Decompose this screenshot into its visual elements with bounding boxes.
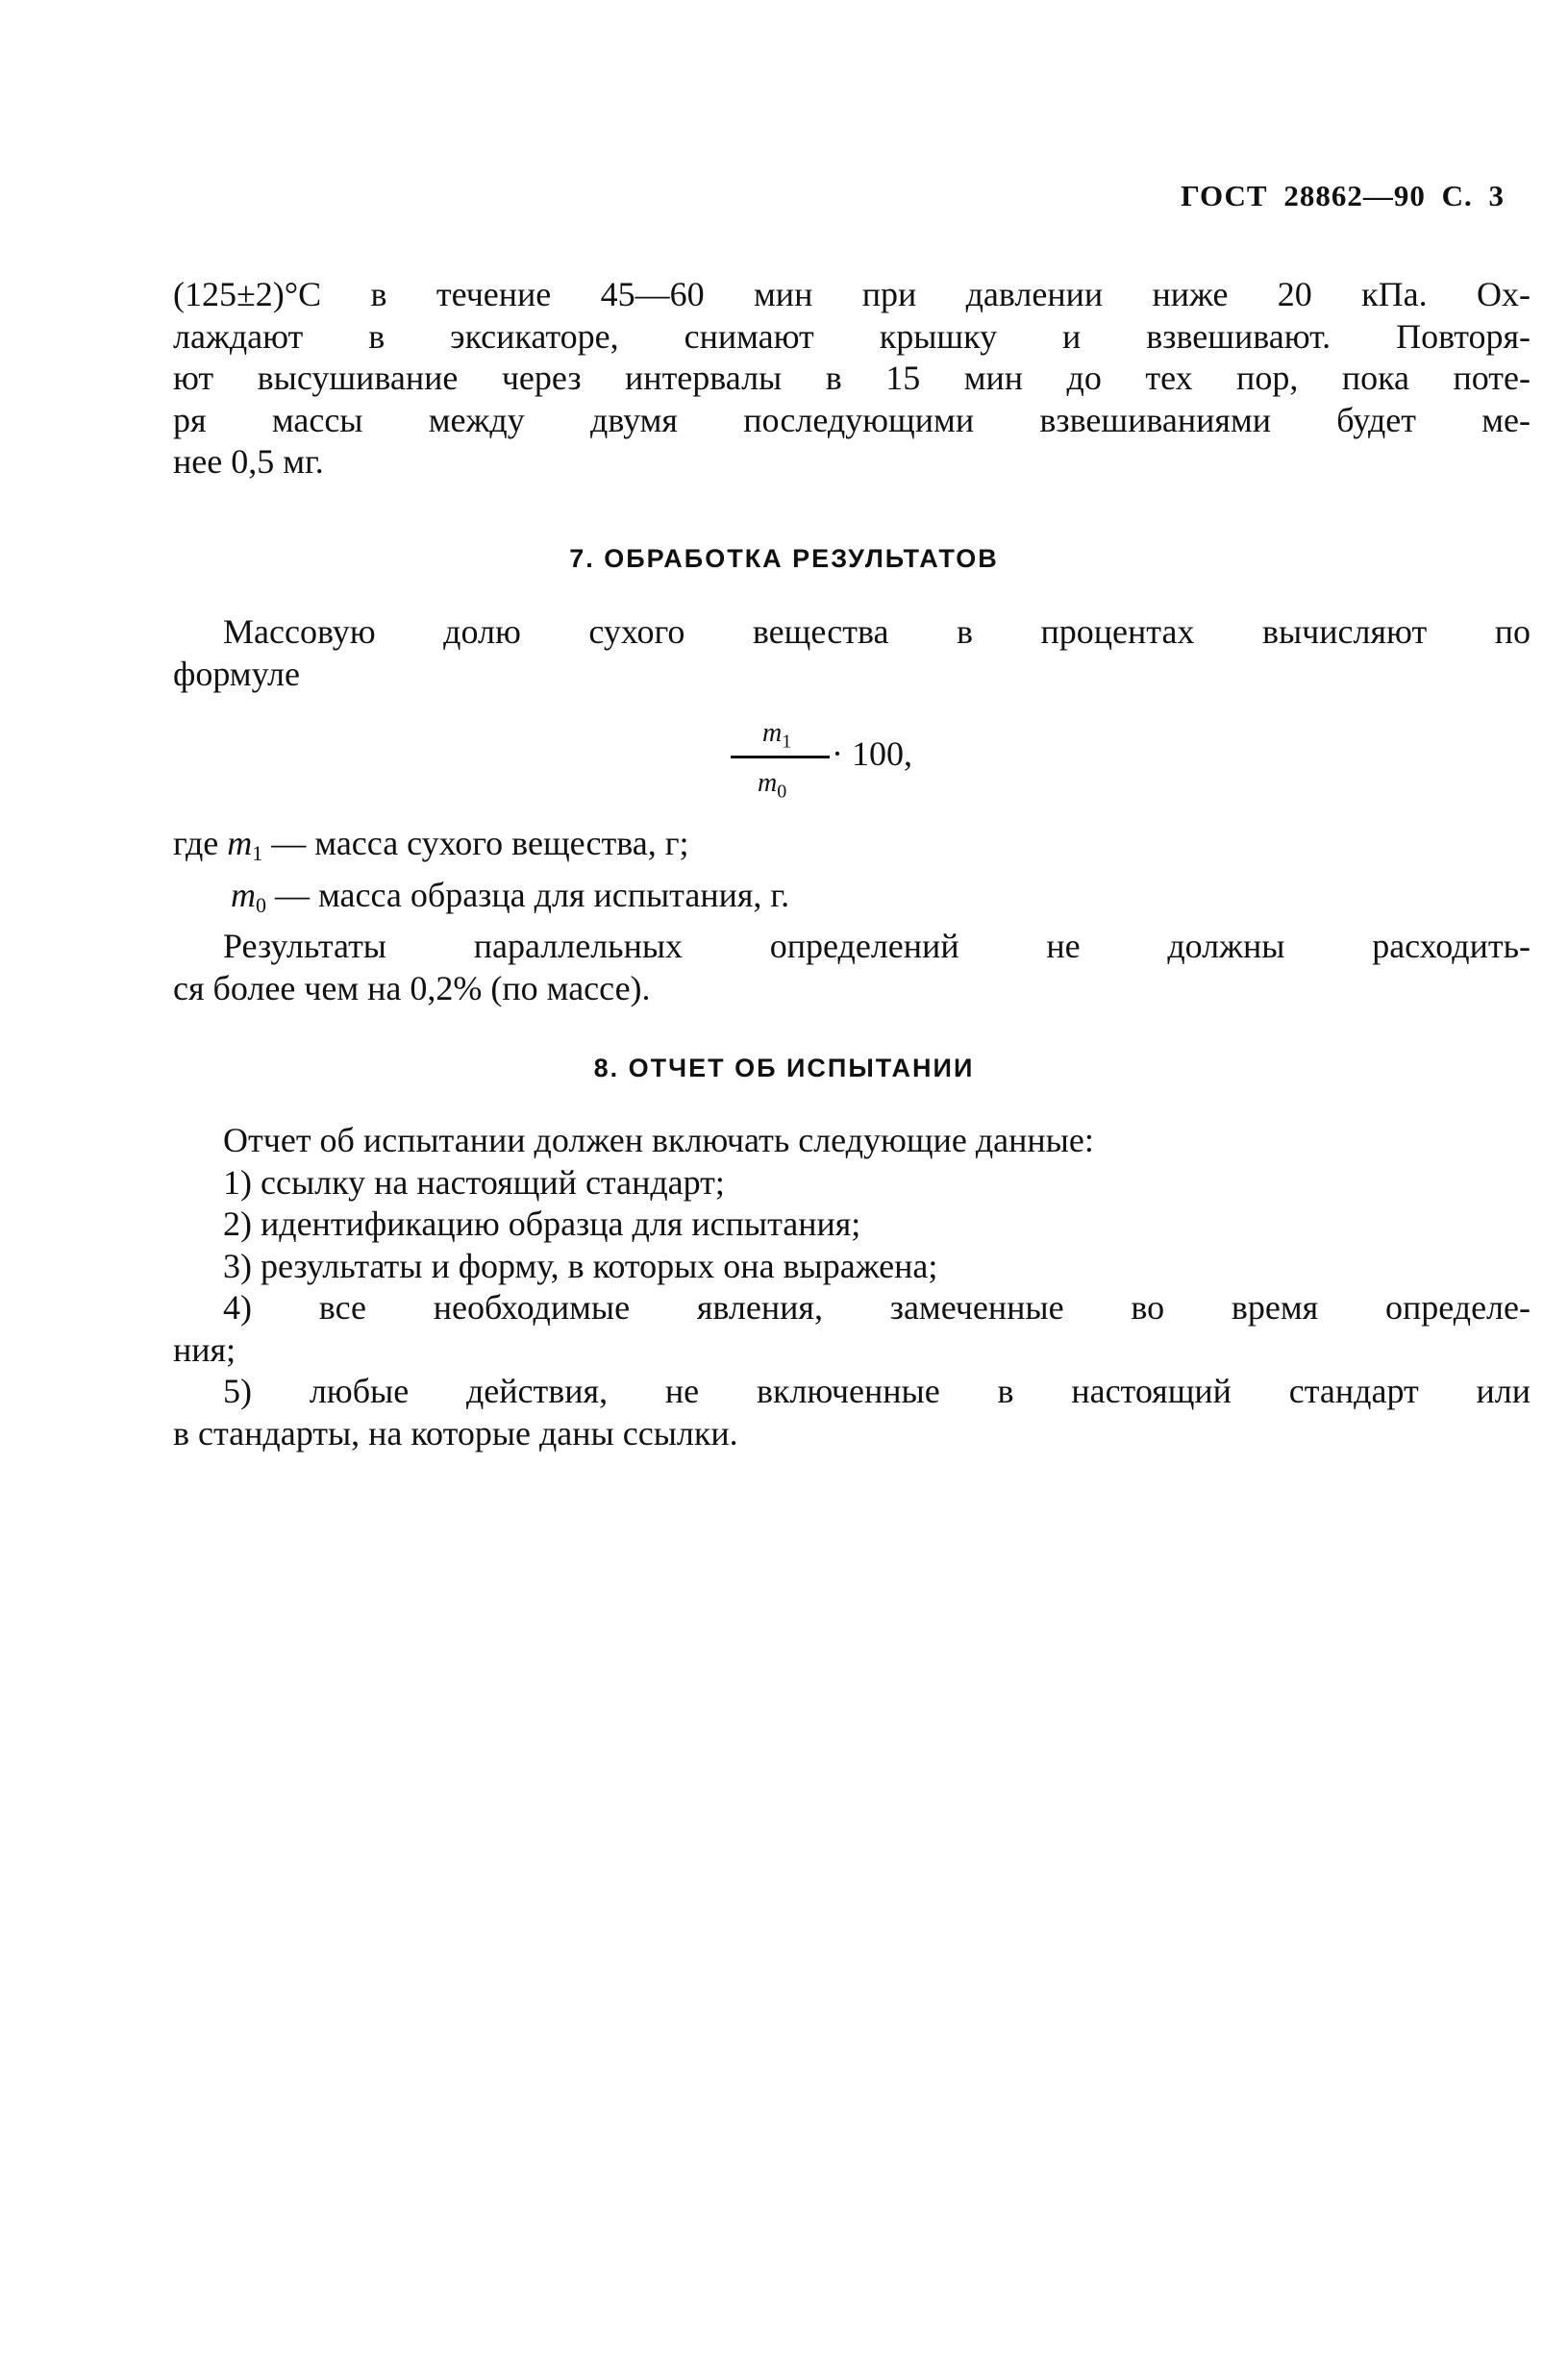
list-number: 4) <box>223 1288 252 1327</box>
list-text: все необходимые явления, замеченные во время определе- <box>318 1288 1531 1327</box>
list-number: 2) <box>223 1204 252 1243</box>
dry-matter-formula <box>726 716 947 812</box>
text-line: (125±2)°С в течение 45—60 мин при давлении ниже 20 кПа. Ох- <box>173 275 1531 313</box>
symbol: m <box>231 875 256 914</box>
text-line: нее 0,5 мг. <box>173 442 324 481</box>
definition-text: — масса образца для испытания, г. <box>275 875 790 914</box>
definition-m0 <box>173 875 1531 927</box>
denominator-subscript: 0 <box>777 781 787 803</box>
page-header <box>1181 179 1505 213</box>
multiplier: · 100, <box>832 734 912 773</box>
list-item-2 <box>173 1204 1531 1246</box>
numerator-subscript: 1 <box>782 731 792 753</box>
section-8-body <box>173 1120 1531 1454</box>
list-item-5 <box>173 1371 1531 1413</box>
subscript: 1 <box>252 841 263 865</box>
list-text: результаты и форму, в которых она выражена; <box>261 1246 938 1285</box>
denominator <box>758 768 786 804</box>
text-line: формуле <box>173 654 300 693</box>
text-line: лаждают в эксикаторе, снимают крышку и взвешивают. Повторя- <box>173 316 1531 356</box>
numerator-symbol: m <box>762 718 783 748</box>
definition-text: — масса сухого вещества, г; <box>271 824 689 862</box>
standard-number: ГОСТ 28862—90 <box>1181 179 1426 212</box>
list-item-5-cont: в стандарты, на которые даны ссылки. <box>173 1413 738 1453</box>
list-item-1 <box>173 1162 1531 1204</box>
text-line: ря массы между двумя последующими взвешиваниями будет ме- <box>173 400 1531 439</box>
list-text: ссылку на настоящий стандарт; <box>261 1162 725 1202</box>
symbol: m <box>227 824 253 862</box>
section-7-heading: 7. ОБРАБОТКА РЕЗУЛЬТАТОВ <box>569 544 999 573</box>
where-prefix: где <box>173 824 219 862</box>
list-number: 3) <box>223 1246 252 1285</box>
list-text: любые действия, не включенные в настоящий стандарт или <box>309 1372 1531 1410</box>
text-line: Массовую долю сухого вещества в процентах вычисляют по <box>223 612 1531 651</box>
list-item-3 <box>173 1246 1531 1288</box>
section-7-intro <box>173 611 1531 695</box>
list-text: идентификацию образца для испытания; <box>261 1204 861 1243</box>
definition-m1 <box>173 823 1531 875</box>
fraction-bar <box>731 756 830 758</box>
subscript: 0 <box>256 892 266 917</box>
text-line: ся более чем на 0,2% (по массе). <box>173 968 651 1007</box>
section-8-heading: 8. ОТЧЕТ ОБ ИСПЫТАНИИ <box>593 1054 975 1082</box>
page-number: С. 3 <box>1441 179 1505 212</box>
list-number: 1) <box>223 1162 252 1202</box>
list-number: 5) <box>223 1372 252 1410</box>
numerator <box>762 718 791 754</box>
text-line: ют высушивание через интервалы в 15 мин до тех пор, пока поте- <box>173 359 1531 397</box>
text-line: Результаты параллельных определений не должны расходить- <box>223 927 1531 965</box>
list-item-4-cont: ния; <box>173 1329 236 1369</box>
formula-definitions <box>173 823 1531 1009</box>
text-line: Отчет об испытании должен включать следующие данные: <box>223 1121 1094 1159</box>
continuation-paragraph <box>173 274 1531 484</box>
list-item-4 <box>173 1287 1531 1329</box>
denominator-symbol: m <box>758 768 778 798</box>
